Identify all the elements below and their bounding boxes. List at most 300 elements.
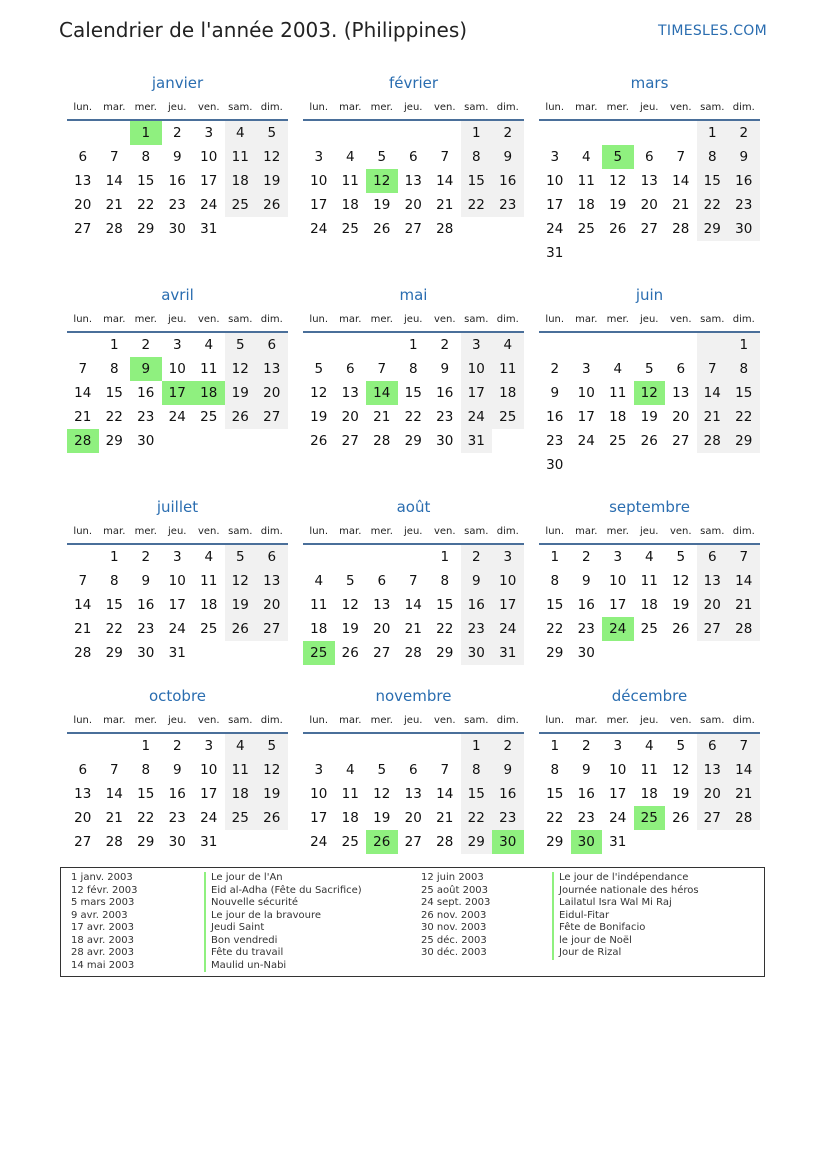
weekday-label: sam. [228,715,253,726]
day-cell: 21 [436,810,454,826]
day-cell: 7 [109,762,119,778]
day-cell: 19 [225,593,257,617]
month-décembre [539,686,760,854]
day-cell: 30 [461,641,493,665]
weekday-label: jeu. [404,314,423,325]
weekday-label: dim. [260,715,283,726]
weekday-header [539,525,760,545]
weekday-label: ven. [433,526,456,537]
day-cell: 3 [492,545,524,569]
day-cell: 25 [225,193,257,217]
weekday-label: mer. [606,314,629,325]
day-cell: 6 [256,333,288,357]
day-cell: 6 [78,762,88,778]
day-cell: 21 [74,621,92,637]
day-cell: 14 [672,173,690,189]
day-cell: 4 [345,149,355,165]
day-cell: 17 [168,597,186,613]
weekday-label: lun. [309,526,329,537]
empty-cell [398,121,430,145]
day-cell: 31 [546,245,564,261]
weekday-label: ven. [669,715,692,726]
day-cell: 11 [492,357,524,381]
holiday-name: Jour de Rizal [552,947,699,960]
day-cell: 7 [440,762,450,778]
day-cell: 4 [644,738,654,754]
day-cell: 17 [200,786,218,802]
weekday-label: jeu. [168,102,187,113]
month-name: mai [399,286,428,304]
weekday-header [303,525,524,545]
day-cell: 11 [640,762,658,778]
weekday-label: mar. [575,715,598,726]
day-cell: 20 [256,593,288,617]
holiday-date: 26 nov. 2003 [421,909,487,921]
week-row [303,145,524,169]
day-cell: 21 [436,197,454,213]
day-cell: 26 [672,621,690,637]
weekday-label: lun. [545,526,565,537]
day-cell: 21 [728,782,760,806]
holiday-names-col-2 [552,872,699,960]
week-row [303,429,524,453]
month-name: novembre [375,687,452,705]
day-cell: 7 [440,149,450,165]
day-cell: 11 [640,573,658,589]
day-cell: 21 [672,197,690,213]
day-cell: 4 [225,734,257,758]
day-cell: 5 [676,549,686,565]
day-cell: 20 [404,810,422,826]
holiday-day-cell: 9 [130,357,162,381]
day-cell: 15 [546,786,564,802]
holiday-day-cell: 17 [162,381,194,405]
day-cell: 29 [546,834,564,850]
brand-logo[interactable]: TIMESLES.COM [658,23,767,39]
day-cell: 4 [613,361,623,377]
day-cell: 13 [74,173,92,189]
week-row [67,758,288,782]
day-cell: 31 [609,834,627,850]
day-cell: 23 [436,409,454,425]
day-cell: 13 [74,786,92,802]
day-cell: 15 [436,597,454,613]
empty-cell [366,333,398,357]
weekday-label: dim. [732,102,755,113]
weekday-label: dim. [260,314,283,325]
day-cell: 31 [168,645,186,661]
week-row [303,641,524,665]
day-cell: 12 [225,569,257,593]
day-cell: 10 [609,573,627,589]
week-row [67,429,288,453]
day-cell: 10 [200,762,218,778]
week-row [303,545,524,569]
weekday-header [539,313,760,333]
day-cell: 27 [697,617,729,641]
day-cell: 29 [436,645,454,661]
holiday-names-col-1 [204,872,362,972]
week-row [303,333,524,357]
weekday-header [303,714,524,734]
day-cell: 17 [492,593,524,617]
holiday-day-cell: 25 [634,806,666,830]
week-row [303,121,524,145]
holiday-name: Maulid un-Nabi [204,960,362,973]
holiday-name: Jeudi Saint [204,922,362,935]
day-cell: 21 [697,405,729,429]
day-cell: 3 [461,333,493,357]
weekday-label: ven. [197,715,220,726]
day-cell: 28 [728,806,760,830]
weekday-label: sam. [700,102,725,113]
empty-cell [728,241,760,265]
empty-cell [634,641,666,665]
day-cell: 6 [676,361,686,377]
day-cell: 29 [697,217,729,241]
day-cell: 9 [492,758,524,782]
empty-cell [697,241,729,265]
week-row [67,830,288,854]
week-row [67,381,288,405]
day-cell: 15 [546,597,564,613]
day-cell: 11 [200,573,218,589]
day-cell: 21 [105,810,123,826]
day-cell: 17 [577,409,595,425]
day-cell: 16 [492,169,524,193]
day-cell: 29 [105,433,123,449]
holiday-name: Nouvelle sécurité [204,897,362,910]
weekday-label: mar. [103,314,126,325]
day-cell: 23 [546,433,564,449]
day-cell: 4 [345,762,355,778]
day-cell: 20 [373,621,391,637]
day-cell: 9 [581,573,591,589]
day-cell: 1 [461,121,493,145]
day-cell: 7 [377,361,387,377]
empty-cell [366,734,398,758]
day-cell: 30 [546,457,564,473]
weekday-label: mar. [339,715,362,726]
day-cell: 18 [492,381,524,405]
day-cell: 24 [310,834,328,850]
day-cell: 1 [109,549,119,565]
day-cell: 23 [137,409,155,425]
empty-cell [571,121,603,145]
weekday-label: dim. [496,526,519,537]
day-cell: 4 [492,333,524,357]
day-cell: 11 [577,173,595,189]
month-name: mars [630,74,669,92]
weekday-label: dim. [496,314,519,325]
weekday-label: sam. [700,715,725,726]
holiday-date: 25 août 2003 [421,884,489,896]
day-cell: 22 [461,193,493,217]
day-cell: 21 [74,409,92,425]
weekday-label: mar. [103,526,126,537]
day-cell: 18 [200,597,218,613]
day-cell: 19 [225,381,257,405]
day-cell: 16 [577,786,595,802]
day-cell: 15 [137,786,155,802]
day-cell: 15 [728,381,760,405]
day-cell: 2 [141,337,151,353]
day-cell: 14 [436,786,454,802]
day-cell: 28 [105,834,123,850]
day-cell: 25 [225,806,257,830]
holiday-date: 1 janv. 2003 [71,872,133,883]
day-cell: 7 [408,573,418,589]
day-cell: 30 [728,217,760,241]
empty-cell [602,121,634,145]
week-row [303,381,524,405]
day-cell: 23 [461,617,493,641]
day-cell: 7 [78,573,88,589]
day-cell: 1 [550,549,560,565]
weekday-header [303,313,524,333]
weekday-label: sam. [700,314,725,325]
week-row [303,830,524,854]
empty-cell [571,453,603,477]
day-cell: 12 [341,597,359,613]
day-cell: 23 [168,197,186,213]
day-cell: 6 [78,149,88,165]
day-cell: 5 [256,121,288,145]
empty-cell [602,641,634,665]
day-cell: 10 [310,786,328,802]
weekday-label: mer. [134,526,157,537]
day-cell: 30 [577,645,595,661]
weekday-label: mer. [370,526,393,537]
holiday-date: 12 févr. 2003 [71,884,138,896]
day-cell: 13 [697,569,729,593]
month-name: juin [635,286,664,304]
day-cell: 16 [728,169,760,193]
day-cell: 27 [404,221,422,237]
empty-cell [366,121,398,145]
page-title: Calendrier de l'année 2003. (Philippines) [59,18,468,42]
weekday-label: ven. [433,314,456,325]
day-cell: 2 [172,738,182,754]
weekday-header [67,313,288,333]
empty-cell [429,121,461,145]
day-cell: 11 [609,385,627,401]
weekday-label: lun. [545,102,565,113]
empty-cell [728,453,760,477]
day-cell: 22 [137,197,155,213]
day-cell: 11 [225,145,257,169]
weekday-label: jeu. [640,314,659,325]
day-cell: 24 [168,621,186,637]
day-cell: 17 [200,173,218,189]
day-cell: 8 [461,145,493,169]
holiday-day-cell: 25 [303,641,335,665]
empty-cell [99,734,131,758]
day-cell: 3 [314,149,324,165]
day-cell: 16 [492,782,524,806]
week-row [67,405,288,429]
day-cell: 20 [640,197,658,213]
day-cell: 13 [373,597,391,613]
weekday-label: mar. [575,102,598,113]
day-cell: 12 [609,173,627,189]
day-cell: 1 [728,333,760,357]
holiday-name: Journée nationale des héros [552,885,699,898]
day-cell: 19 [672,597,690,613]
holiday-date: 28 avr. 2003 [71,947,134,958]
week-row [303,357,524,381]
day-cell: 13 [256,357,288,381]
week-row [303,405,524,429]
day-cell: 13 [256,569,288,593]
day-cell: 10 [546,173,564,189]
weekday-label: ven. [197,314,220,325]
week-row [539,545,760,569]
empty-cell [728,830,760,854]
week-row [67,357,288,381]
holiday-day-cell: 5 [602,145,634,169]
empty-cell [225,641,257,665]
day-cell: 27 [74,834,92,850]
weekday-label: lun. [309,314,329,325]
empty-cell [665,241,697,265]
week-row [67,169,288,193]
day-cell: 22 [697,193,729,217]
day-cell: 2 [492,734,524,758]
empty-cell [303,734,335,758]
day-cell: 18 [577,197,595,213]
week-row [67,569,288,593]
week-row [67,545,288,569]
empty-cell [335,545,367,569]
day-cell: 13 [404,786,422,802]
day-cell: 26 [256,193,288,217]
day-cell: 22 [436,621,454,637]
day-cell: 22 [728,405,760,429]
day-cell: 10 [168,361,186,377]
day-cell: 3 [581,361,591,377]
weekday-label: jeu. [640,526,659,537]
week-row [539,121,760,145]
day-cell: 25 [609,433,627,449]
weekday-label: lun. [73,715,93,726]
day-cell: 17 [310,810,328,826]
day-cell: 8 [408,361,418,377]
day-cell: 11 [225,758,257,782]
day-cell: 27 [74,221,92,237]
holiday-name: Fête de Bonifacio [552,922,699,935]
month-juin [539,285,760,477]
weekday-label: mar. [103,102,126,113]
day-cell: 8 [728,357,760,381]
day-cell: 23 [577,621,595,637]
day-cell: 25 [341,834,359,850]
day-cell: 25 [492,405,524,429]
day-cell: 2 [728,121,760,145]
empty-cell [225,217,257,241]
month-name: février [388,74,439,92]
month-name: juillet [156,498,199,516]
day-cell: 13 [341,385,359,401]
weekday-label: jeu. [404,526,423,537]
weekday-label: dim. [496,715,519,726]
day-cell: 7 [109,149,119,165]
empty-cell [634,241,666,265]
day-cell: 17 [310,197,328,213]
day-cell: 3 [613,549,623,565]
day-cell: 26 [640,433,658,449]
day-cell: 30 [436,433,454,449]
day-cell: 4 [225,121,257,145]
day-cell: 22 [105,409,123,425]
day-cell: 31 [200,834,218,850]
empty-cell [665,333,697,357]
day-cell: 24 [461,405,493,429]
day-cell: 5 [256,734,288,758]
day-cell: 11 [341,786,359,802]
day-cell: 20 [74,810,92,826]
week-row [67,193,288,217]
empty-cell [602,453,634,477]
week-row [303,169,524,193]
day-cell: 28 [74,645,92,661]
day-cell: 11 [341,173,359,189]
empty-cell [303,121,335,145]
day-cell: 5 [676,738,686,754]
day-cell: 20 [341,409,359,425]
empty-cell [697,453,729,477]
day-cell: 23 [492,193,524,217]
day-cell: 10 [461,357,493,381]
holiday-date: 30 nov. 2003 [421,922,487,933]
day-cell: 18 [341,810,359,826]
day-cell: 3 [550,149,560,165]
day-cell: 9 [141,573,151,589]
day-cell: 25 [577,221,595,237]
day-cell: 23 [168,810,186,826]
holiday-dates-col-1 [71,872,138,972]
weekday-label: sam. [464,526,489,537]
day-cell: 22 [546,621,564,637]
day-cell: 22 [461,806,493,830]
day-cell: 3 [204,738,214,754]
holiday-name: Bon vendredi [204,935,362,948]
day-cell: 22 [404,409,422,425]
week-row [67,782,288,806]
week-row [303,593,524,617]
holiday-day-cell: 1 [130,121,162,145]
day-cell: 9 [440,361,450,377]
day-cell: 27 [256,617,288,641]
holiday-name: Fête du travail [204,947,362,960]
holiday-list [60,867,765,977]
day-cell: 11 [310,597,328,613]
day-cell: 24 [200,197,218,213]
day-cell: 21 [728,593,760,617]
week-row [539,569,760,593]
day-cell: 10 [200,149,218,165]
empty-cell [67,545,99,569]
day-cell: 2 [172,125,182,141]
holiday-name: Eidul-Fitar [552,910,699,923]
day-cell: 6 [697,734,729,758]
day-cell: 1 [109,337,119,353]
weekday-label: sam. [464,715,489,726]
day-cell: 24 [577,433,595,449]
day-cell: 26 [225,405,257,429]
day-cell: 2 [550,361,560,377]
weekday-label: sam. [228,526,253,537]
